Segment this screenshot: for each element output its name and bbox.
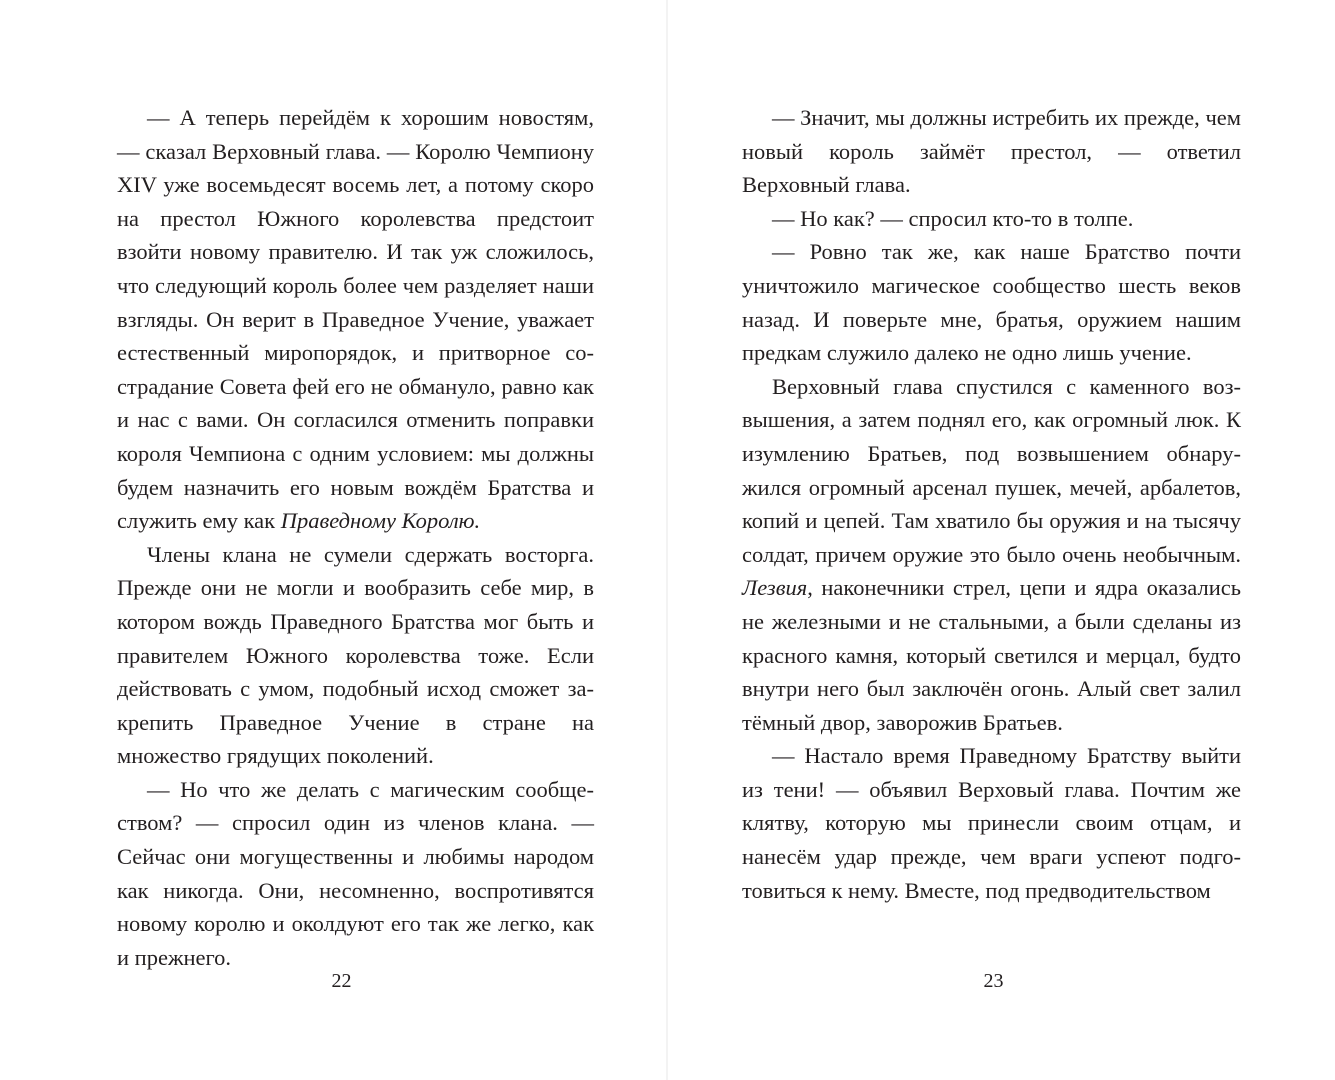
right-page-text <box>742 101 1241 907</box>
paragraph: — Ровно так же, как наше Братство почти уничтожило магическое сообщество шесть веков назад. И поверьте мне, братья, оружием нашим предкам служило далеко не одно лишь учение. <box>742 239 1241 366</box>
paragraph: — Значит, мы должны истребить их прежде, чем новый король займёт престол, — ответил Верховный глава. <box>742 105 1241 198</box>
paragraph-text: — А теперь перейдём к хорошим новостям, — сказал Верховный глава. — Королю Чемпиону XIV уже восемьдесят восемь лет, а потому скоро на престол Южного королевства предстоит взойти новому правителю. И так уж сложилось, что следующий король более чем разделяет наши взгляды. Он верит в Праведное Учение, уважает естественный миропорядок, и притворное сострадание Совета фей его не обмануло, равно как и нас с вами. Он согласился отменить поправки короля Чемпиона с одним условием: мы должны будем назначить его новым вождём Братства и служить ему как <box>117 105 594 534</box>
page-number: 23 <box>983 970 1004 992</box>
paragraph-text: Верховный глава спустился с каменного возвышения, а затем поднял его, как огромный люк. К изумлению Братьев, под возвышением обнаружился огромный арсенал пушек, мечей, арбалетов, копий и цепей. Там хватило бы оружия и на тысячу солдат, причем оружие это было очень необычным. <box>742 373 1241 567</box>
emphasis-text: Праведному Королю. <box>280 508 481 534</box>
paragraph: — Настало время Праведному Братству выйти из тени! — объявил Верховый глава. Почтим же клятву, которую мы принесли своим отцам, и нанесём удар прежде, чем враги успеют подготовиться к нему. Вместе, под предводительством <box>742 743 1241 903</box>
paragraph: — Но как? — спросил кто-то в толпе. <box>772 205 1134 231</box>
paragraph: — Но что же делать с магическим сообществом? — спросил один из членов клана. — Сейчас они могущественны и любимы народом как никогда. Они, несомненно, воспротивятся новому королю и околдуют его так же легко, как и прежнего. <box>117 776 594 970</box>
right-page <box>668 0 1335 1080</box>
paragraph: Члены клана не сумели сдержать восторга. Прежде они не могли и вообразить себе мир, в котором вождь Праведного Братства мог быть и правителем Южного королевства тоже. Если действовать с умом, подобный исход сможет закрепить Праведное Учение в стране на множество грядущих поколений. <box>117 541 594 769</box>
paragraph <box>117 101 594 538</box>
paragraph <box>742 370 1241 740</box>
page-number: 22 <box>331 970 352 992</box>
left-page <box>0 0 667 1080</box>
left-page-text <box>117 101 594 974</box>
emphasis-text: Лезвия <box>742 575 808 601</box>
paragraph-text: , наконечники стрел, цепи и ядра оказались не железными и не стальными, а были сделаны из красного камня, который светился и мерцал, будто внутри него был заключён огонь. Алый свет залил тёмный двор, заворожив Братьев. <box>742 575 1241 735</box>
